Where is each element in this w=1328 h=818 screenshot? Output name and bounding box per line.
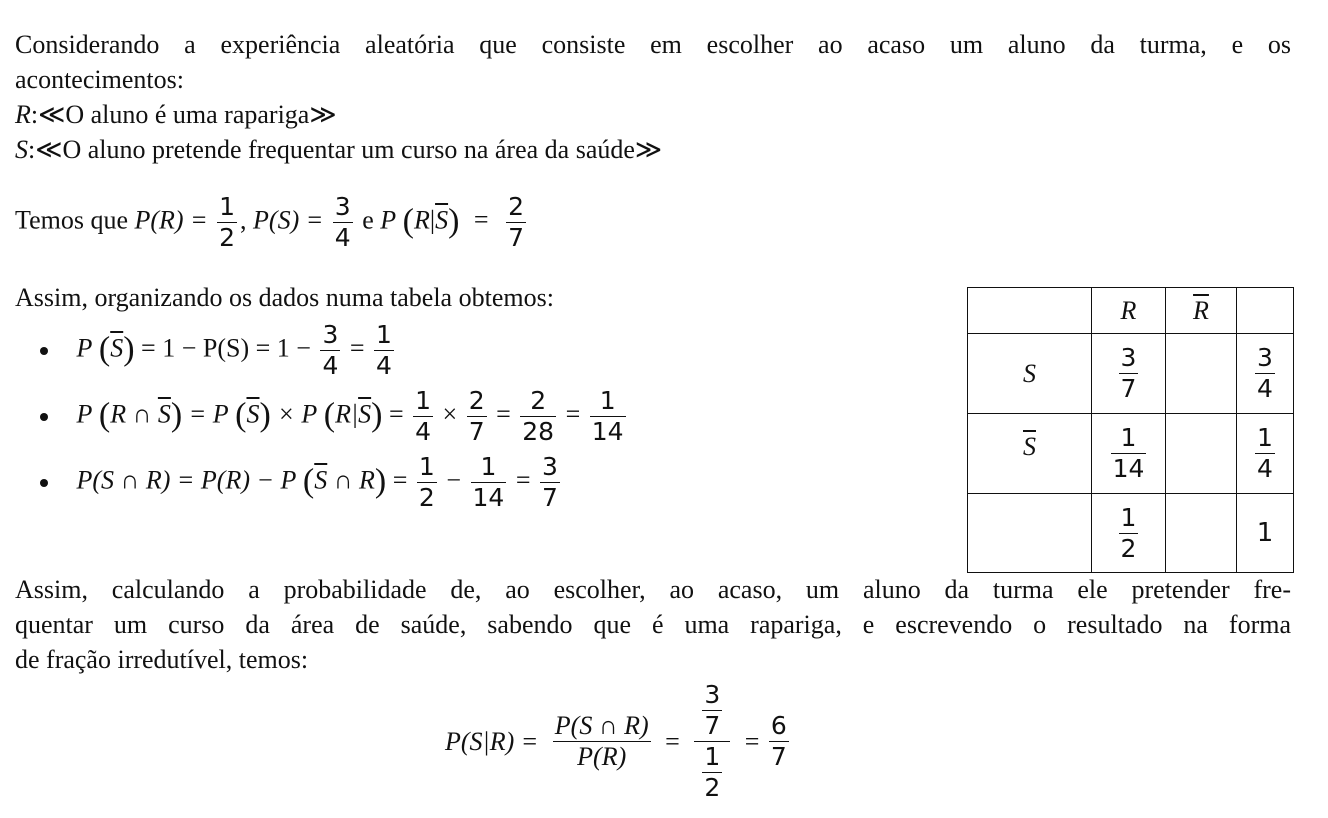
conclusion-paragraph xyxy=(15,572,1291,677)
organize-text: Assim, organizando os dados numa tabela obtemos: xyxy=(15,283,554,312)
intro-line-2: acontecimentos: xyxy=(15,65,184,94)
table-cell-grand-total: 1 xyxy=(1237,494,1294,573)
table-row-total xyxy=(968,494,1092,573)
conclusion-line-3: de fração irredutível, temos: xyxy=(15,645,309,674)
fraction: $\frac{6}{7}$ xyxy=(770,711,787,771)
given-probabilities: Temos que P(R) = $\frac{1}{2}$ , P(S) = $\frac{3}{4}$ e P $(R|\overline{S})$ = $\frac{2}{7}$ xyxy=(15,192,524,252)
table-header-total xyxy=(1237,288,1294,334)
conclusion-line-1: Assim, calculando a probabilidade de, ao escolher, ao acaso, um aluno da turma ele pretender fre- xyxy=(15,575,1291,604)
bullet-2: P (R ∩ $\overline{S}) = P$ $(\overline{S}) \times P$ $(R|\overline{S})$ = $\frac{1}{4}$ × $\frac{2}{7}$ = $\frac{2}{28}$ = $\frac{1}{14}$ xyxy=(40,386,629,447)
table-header-Rbar: $\overline{R}$ xyxy=(1166,288,1237,334)
fraction: $\frac{2}{7}$ xyxy=(508,192,524,252)
fraction: $\frac{3}{4}$ xyxy=(334,192,351,252)
table-cell-total-R: $\frac{1}{2}$ xyxy=(1092,494,1166,573)
fraction: $\frac{1}{2}$ xyxy=(219,192,236,252)
bullet-dot xyxy=(40,413,48,421)
table-header-R: R xyxy=(1092,288,1166,334)
event-R: R:≪O aluno é uma rapariga≫ xyxy=(15,100,337,129)
bullet-dot xyxy=(40,347,48,355)
intro-paragraph xyxy=(15,27,1291,97)
final-equation: P(S|R) = $\frac{P(S \cap R)}{P(R)}$ = $\frac{\frac{3}{7}}{\frac{1}{2}}$ = $\frac{6}{7}$ xyxy=(445,680,787,802)
event-S: S:≪O aluno pretende frequentar um curso na área da saúde≫ xyxy=(15,135,663,164)
table-corner xyxy=(968,288,1092,334)
bullet-1: P $(\overline{S}) = 1 - P(S) = 1$ − $\frac{3}{4}$ = $\frac{1}{4}$ xyxy=(40,320,397,381)
fraction: $\frac{P(S \cap R)}{P(R)}$ xyxy=(554,711,649,771)
table-cell-S-R: $\frac{3}{7}$ xyxy=(1092,334,1166,414)
table-cell-Sbar-R: $\frac{1}{14}$ xyxy=(1092,414,1166,494)
table-cell-Sbar-total: $\frac{1}{4}$ xyxy=(1237,414,1294,494)
conclusion-line-2: quentar um curso da área de saúde, sabendo que é uma rapariga, e escrevendo o resultado na forma xyxy=(15,610,1291,639)
table-cell-total-Rbar xyxy=(1166,494,1237,573)
intro-line-1: Considerando a experiência aleatória que consiste em escolher ao acaso um aluno da turma, e os xyxy=(15,30,1291,59)
probability-table xyxy=(967,287,1294,573)
table-cell-S-Rbar xyxy=(1166,334,1237,414)
bullet-3: P(S ∩ R) = P(R) − P ($\overline{S}$ ∩ R) = $\frac{1}{2}$ − $\frac{1}{14}$ = $\frac{3}{7}$ xyxy=(40,452,563,513)
table-row-S: S xyxy=(968,334,1092,414)
table-row-Sbar: $\overline{S}$ xyxy=(968,414,1092,494)
table-cell-S-total: $\frac{3}{4}$ xyxy=(1237,334,1294,414)
bullet-dot xyxy=(40,479,48,487)
table-cell-Sbar-Rbar xyxy=(1166,414,1237,494)
complex-fraction: $\frac{\frac{3}{7}}{\frac{1}{2}}$ xyxy=(694,680,730,803)
